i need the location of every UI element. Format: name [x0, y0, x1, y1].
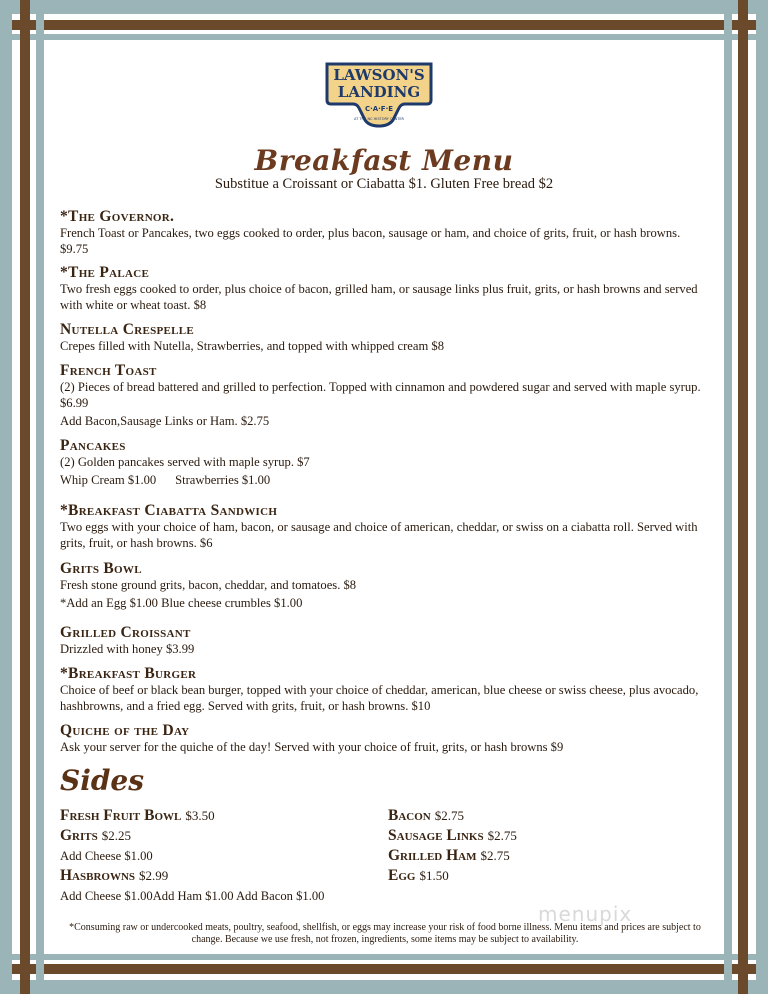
item-desc: Two eggs with your choice of ham, bacon, or sausage and choice of american, cheddar, or swiss on a ciabatta roll. Served with grits, fruit, or hash browns. $6: [60, 520, 698, 550]
menu-item: [60, 624, 710, 657]
item-desc: Drizzled with honey $3.99: [60, 642, 195, 656]
item-desc: Choice of beef or black bean burger, topped with your choice of cheddar, american, blue cheese or swiss cheese, plus avocado, hashbrowns, and a fried egg. Served with grits, fruit, or hash browns. $10: [60, 683, 699, 713]
side-item: [60, 807, 215, 825]
side-item: [60, 827, 131, 845]
side-name: Bacon: [388, 807, 431, 824]
item-desc: French Toast or Pancakes, two eggs cooked to order, plus bacon, sausage or ham, and choice of grits, fruit, or hash browns. $9.75: [60, 226, 681, 256]
item-name: Pancakes: [60, 437, 126, 454]
side-item: [388, 827, 517, 845]
side-price: $2.99: [139, 868, 169, 883]
item-desc: Ask your server for the quiche of the day! Served with your choice of fruit, grits, or hash browns $9: [60, 740, 564, 754]
logo-line3: C·A·F·E: [364, 105, 394, 113]
lawsons-landing-logo: [323, 60, 435, 130]
border-right-brown: [738, 0, 748, 994]
logo-line1: LAWSON'S: [333, 66, 425, 84]
menu-content: [60, 52, 708, 945]
logo-line2: LANDING: [337, 83, 421, 101]
item-desc: Crepes filled with Nutella, Strawberries, and topped with whipped cream $8: [60, 339, 445, 353]
border-right-blue-inner: [724, 0, 732, 994]
item-extra: Add Bacon,Sausage Links or Ham. $2.75: [60, 414, 270, 428]
border-bottom-blue: [0, 980, 768, 994]
item-name: Grits Bowl: [60, 560, 142, 577]
side-name: Grilled Ham: [388, 847, 477, 864]
side-price: $2.75: [480, 848, 510, 863]
item-name: Nutella Crespelle: [60, 321, 195, 338]
border-top-blue: [0, 0, 768, 14]
border-top-blue-inner: [0, 34, 768, 40]
side-item: [388, 867, 449, 885]
watermark: menupix: [538, 902, 633, 926]
item-name: *The Governor.: [60, 208, 175, 225]
border-left-blue: [0, 0, 12, 994]
item-desc: Fresh stone ground grits, bacon, cheddar, and tomatoes. $8: [60, 578, 357, 592]
item-extra: Whip Cream $1.00 Strawberries $1.00: [60, 473, 271, 487]
menu-item: [60, 665, 710, 714]
side-name: Fresh Fruit Bowl: [60, 807, 182, 824]
border-right-blue: [756, 0, 768, 994]
border-left-brown: [20, 0, 30, 994]
item-extra: *Add an Egg $1.00 Blue cheese crumbles $1.00: [60, 596, 303, 610]
menu-item: [60, 502, 710, 551]
side-item: [388, 847, 510, 865]
item-name: Quiche of the Day: [60, 722, 190, 739]
side-extra: Add Cheese $1.00: [60, 849, 153, 863]
side-item: [60, 867, 168, 885]
border-top-brown: [0, 20, 768, 30]
side-price: $1.50: [419, 868, 449, 883]
item-name: Grilled Croissant: [60, 624, 191, 641]
menu-item: [60, 437, 710, 488]
item-desc: (2) Pieces of bread battered and grilled to perfection. Topped with cinnamon and powdered sugar and served with maple syrup. $6.99: [60, 380, 701, 410]
border-bottom-blue-inner: [0, 954, 768, 960]
side-name: Hasbrowns: [60, 867, 136, 884]
menu-item: [60, 722, 710, 755]
item-desc: Two fresh eggs cooked to order, plus choice of bacon, grilled ham, or sausage links plus fruit, grits, or hash browns and served with white or wheat toast. $8: [60, 282, 698, 312]
logo-line4: AT THE NC HISTORY CENTER: [354, 117, 404, 121]
menu-item: [60, 560, 710, 611]
menu-item: [60, 208, 710, 257]
side-extra: Add Cheese $1.00Add Ham $1.00 Add Bacon $1.00: [60, 889, 325, 903]
menu-item: [60, 321, 710, 354]
side-item: [388, 807, 464, 825]
side-price: $3.50: [185, 808, 215, 823]
border-left-blue-inner: [36, 0, 44, 994]
side-name: Egg: [388, 867, 416, 884]
side-name: Sausage Links: [388, 827, 484, 844]
page-title: Breakfast Menu: [254, 144, 514, 177]
menu-item: [60, 264, 710, 313]
sides-title: Sides: [60, 764, 145, 797]
side-price: $2.75: [434, 808, 464, 823]
item-name: *Breakfast Burger: [60, 665, 197, 682]
side-price: $2.25: [101, 828, 131, 843]
side-price: $2.75: [487, 828, 517, 843]
item-name: *The Palace: [60, 264, 150, 281]
item-desc: (2) Golden pancakes served with maple syrup. $7: [60, 455, 310, 469]
menu-item: [60, 362, 710, 429]
disclaimer: *Consuming raw or undercooked meats, poultry, seafood, shellfish, or eggs may increase your risk of food borne illness. Menu items and prices are subject to change. Because we use fresh, not frozen, ingredients, some items may be subject to availability.: [69, 922, 701, 945]
item-name: French Toast: [60, 362, 157, 379]
page-subtitle: Substitue a Croissant or Ciabatta $1. Gluten Free bread $2: [214, 176, 554, 192]
border-bottom-brown: [0, 964, 768, 974]
side-name: Grits: [60, 827, 98, 844]
item-name: *Breakfast Ciabatta Sandwich: [60, 502, 278, 519]
